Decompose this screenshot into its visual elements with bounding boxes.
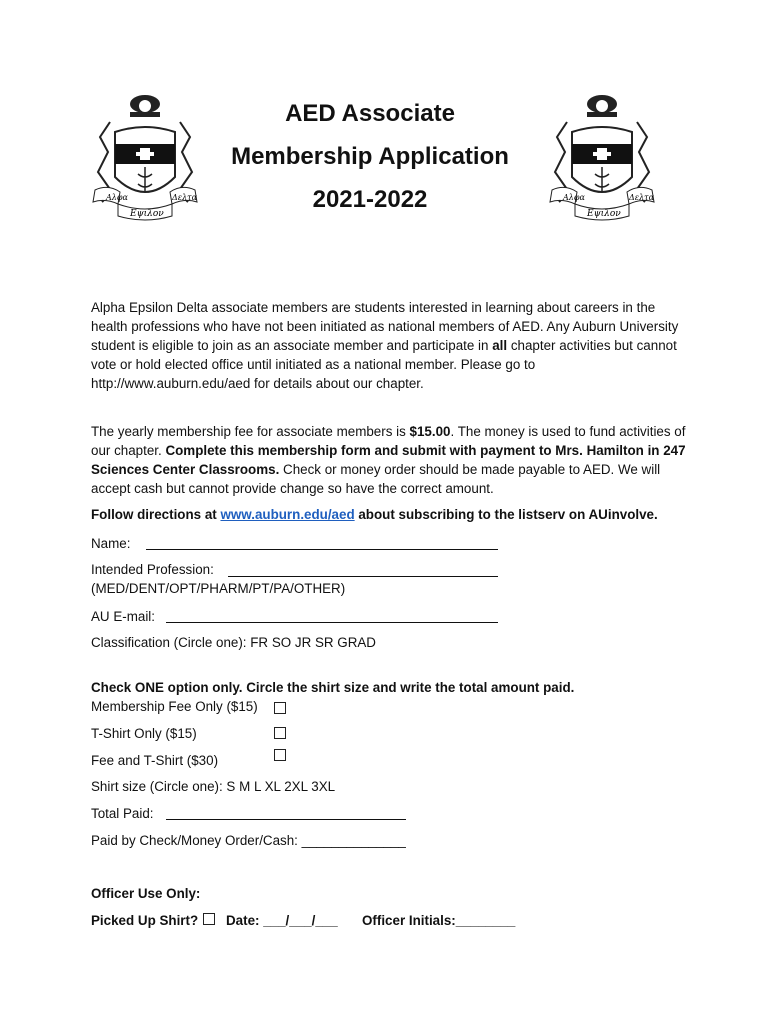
profession-label: Intended Profession: bbox=[91, 562, 214, 577]
option-shirt-checkbox[interactable] bbox=[274, 727, 286, 739]
svg-text:Αλφα: Αλφα bbox=[106, 193, 128, 202]
total-paid-label: Total Paid: bbox=[91, 806, 154, 821]
fee-paragraph: The yearly membership fee for associate members is $15.00. The money is used to fund activities of our chapter. Complete this membership form and submit with payment to Mrs. Hamilton in 247 Sciences Center Classrooms. Check or money order should be made payable to AED. We will accept cash but cannot provide change so have the correct amount. bbox=[91, 424, 686, 496]
email-label: AU E-mail: bbox=[91, 609, 155, 624]
name-field[interactable] bbox=[146, 549, 498, 550]
officer-initials-field[interactable]: Officer Initials:________ bbox=[362, 913, 516, 928]
picked-up-label: Picked Up Shirt? bbox=[91, 913, 199, 928]
svg-text:Αλφα: Αλφα bbox=[563, 193, 585, 202]
date-field[interactable]: Date: ___/___/___ bbox=[226, 913, 338, 928]
svg-text:Δελτα: Δελτα bbox=[629, 193, 654, 202]
svg-text:Δελτα: Δελτα bbox=[172, 193, 197, 202]
check-instruction: Check ONE option only. Circle the shirt size and write the total amount paid. bbox=[91, 680, 575, 695]
svg-text:Εψιλον: Εψιλον bbox=[130, 209, 164, 219]
crest-logo-right bbox=[547, 92, 657, 222]
paid-by-field[interactable]: Paid by Check/Money Order/Cash: ______________ bbox=[91, 833, 406, 848]
intro-paragraph: Alpha Epsilon Delta associate members are students interested in learning about careers in the health professions who have not been initiated as national members of AED. Any Auburn University student is eligible to join as an associate member and participate in all chapter activities but cannot vote or hold elected office until initiated as a national member. Please go to http://www.auburn.edu/aed for details about our chapter. bbox=[91, 300, 679, 391]
page-title bbox=[185, 92, 555, 221]
shirt-size-options[interactable]: Shirt size (Circle one): S M L XL 2XL 3XL bbox=[91, 779, 336, 794]
option-both-checkbox[interactable] bbox=[274, 749, 286, 761]
title-line-3: 2021-2022 bbox=[312, 186, 428, 213]
crest-logo-left bbox=[90, 92, 200, 222]
option-shirt-label: T-Shirt Only ($15) bbox=[91, 726, 197, 741]
fee-amount: $15.00 bbox=[409, 424, 451, 439]
option-fee-label: Membership Fee Only ($15) bbox=[91, 699, 258, 714]
option-fee-checkbox[interactable] bbox=[274, 702, 286, 714]
profession-field[interactable] bbox=[228, 576, 498, 577]
email-field[interactable] bbox=[166, 622, 498, 623]
total-paid-field[interactable] bbox=[166, 819, 406, 820]
classification-options[interactable]: Classification (Circle one): FR SO JR SR GRAD bbox=[91, 635, 376, 650]
officer-heading: Officer Use Only: bbox=[91, 886, 201, 901]
name-label: Name: bbox=[91, 536, 131, 551]
listserv-directions: Follow directions at www.auburn.edu/aed about subscribing to the listserv on AUinvolve. bbox=[91, 507, 658, 522]
title-line-1: AED Associate bbox=[285, 100, 455, 127]
option-both-label: Fee and T-Shirt ($30) bbox=[91, 753, 219, 768]
svg-text:Εψιλον: Εψιλον bbox=[587, 209, 621, 219]
picked-up-checkbox[interactable] bbox=[203, 913, 215, 925]
profession-options: (MED/DENT/OPT/PHARM/PT/PA/OTHER) bbox=[91, 581, 346, 596]
title-line-2: Membership Application bbox=[231, 143, 509, 170]
aed-website-link[interactable]: www.auburn.edu/aed bbox=[220, 507, 355, 522]
